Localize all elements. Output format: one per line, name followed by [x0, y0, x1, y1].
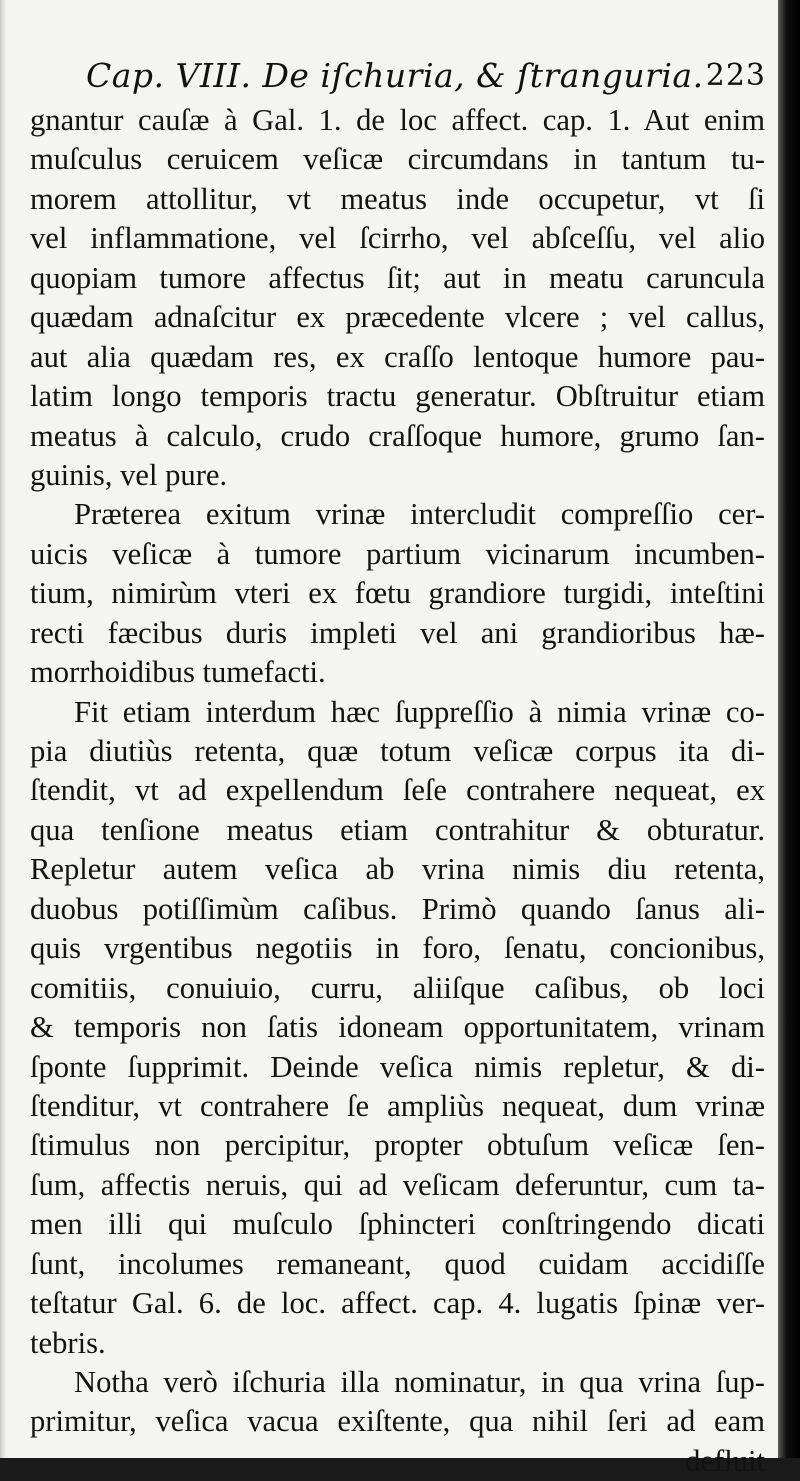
text-line: ſunt, incolumes remaneant, quod cuidam accidiſſe — [30, 1246, 765, 1281]
running-head: Cap. VIII. De iſchuria, & ſtranguria. — [86, 56, 704, 95]
text-line: duobus potiſſimùm caſibus. Primò quando ſanus ali- — [30, 891, 765, 926]
page-number: 223 — [705, 58, 766, 93]
text-line: Fit etiam interdum hæc ſuppreſſio à nimia vrinæ co- — [74, 694, 765, 729]
text-line: latim longo temporis tractu generatur. Obſtruitur etiam — [30, 379, 765, 414]
text-line: guinis, vel pure. — [30, 457, 228, 492]
text-line: tebris. — [30, 1325, 106, 1360]
text-line: uicis veſicæ à tumore partium vicinarum incumben- — [30, 536, 765, 571]
text-line: Præterea exitum vrinæ intercludit compreſſio cer- — [74, 497, 765, 532]
text-line: muſculus ceruicem veſicæ circumdans in tantum tu- — [30, 142, 765, 177]
text-line: meatus à calculo, crudo craſſoque humore, grumo ſan- — [30, 418, 765, 453]
text-line: men illi qui muſculo ſphincteri conſtringendo dicati — [30, 1207, 765, 1242]
text-line: vel inflammatione, vel ſcirrho, vel abſceſſu, vel alio — [30, 221, 765, 256]
text-line: pia diutiùs retenta, quæ totum veſicæ corpus ita di- — [30, 734, 765, 768]
page-header — [86, 56, 766, 102]
body-text — [30, 101, 765, 1481]
text-line: ſum, affectis neruis, qui ad veſicam deferuntur, cum ta- — [30, 1167, 765, 1202]
text-line: tium, nimirùm vteri ex fœtu grandiore turgidi, inteſtini — [30, 576, 765, 611]
scan-dark-edge — [778, 0, 800, 1458]
text-line: Notha verò iſchuria illa nominatur, in qua vrina ſup- — [74, 1365, 765, 1399]
text-line: primitur, veſica vacua exiſtente, qua nihil ſeri ad eam — [30, 1404, 765, 1439]
text-line: qua tenſione meatus etiam contrahitur & obturatur. — [30, 812, 765, 847]
text-line: gnantur cauſæ à Gal. 1. de loc affect. cap. 1. Aut enim — [30, 103, 765, 137]
text-line: morem attollitur, vt meatus inde occupetur, vt ſi — [30, 181, 765, 216]
text-line: recti fæcibus duris impleti vel ani grandioribus hæ- — [30, 615, 765, 650]
text-line: quis vrgentibus negotiis in foro, ſenatu, concionibus, — [30, 931, 765, 966]
text-line: ſtenditur, vt contrahere ſe ampliùs nequeat, dum vrinæ — [30, 1088, 765, 1123]
text-line: ſtimulus non percipitur, propter obtuſum veſicæ ſen- — [30, 1128, 765, 1163]
text-line: & temporis non ſatis idoneam opportunitatem, vrinam — [30, 1010, 765, 1045]
text-line: comitiis, conuiuio, curru, aliiſque caſibus, ob loci — [30, 970, 765, 1005]
text-line: quædam adnaſcitur ex præcedente vlcere ; vel callus, — [30, 300, 765, 335]
text-line: morrhoidibus tumefacti. — [30, 655, 326, 690]
text-line: teſtatur Gal. 6. de loc. affect. cap. 4. lugatis ſpinæ ver- — [30, 1286, 765, 1321]
text-line: ſponte ſupprimit. Deinde veſica nimis repletur, & di- — [30, 1049, 765, 1084]
text-line: ſtendit, vt ad expellendum ſeſe contrahere nequeat, ex — [30, 773, 765, 808]
text-line: defluit — [685, 1443, 765, 1478]
text-line: aut alia quædam res, ex craſſo lentoque humore pau- — [30, 339, 765, 374]
text-line: Repletur autem veſica ab vrina nimis diu retenta, — [30, 852, 765, 887]
text-line: quopiam tumore affectus ſit; aut in meatu caruncula — [30, 260, 765, 295]
page-gutter-shadow — [0, 0, 6, 1458]
